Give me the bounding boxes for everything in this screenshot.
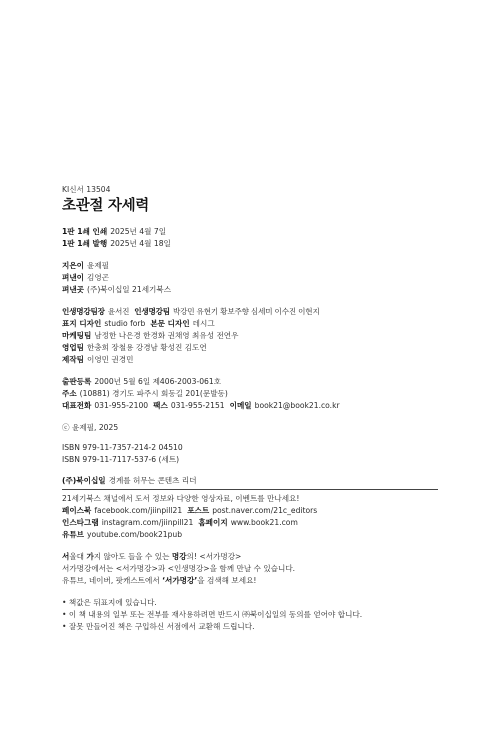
instagram-link[interactable]: instagram.com/jiinpill21 (101, 518, 194, 527)
staff-label: 마케팅팀 (62, 331, 92, 340)
publishing-house-line (62, 284, 438, 296)
podcast-text: 유튜브, 네이버, 팟캐스트에서 (62, 576, 163, 585)
isbn-set: ISBN 979-11-7117-537-6 (세트) (62, 455, 180, 464)
staff-label: 표지 디자인 (62, 319, 102, 328)
address-line (62, 388, 438, 400)
podcast-highlight: 가 (86, 552, 94, 561)
staff-value: 데시그 (192, 319, 215, 328)
channels-line-2 (62, 517, 438, 529)
email-label: 이메일 (229, 401, 252, 410)
instagram-label: 인스타그램 (62, 518, 99, 527)
podcast-highlight: 명강 (171, 552, 187, 561)
staff-value: studio forb (104, 319, 146, 328)
tel-value: 031-955-2100 (94, 401, 149, 410)
book-title: 초관절 자세력 (62, 198, 149, 214)
registration-line (62, 376, 438, 388)
podcast-text: 의! <서가명강> (186, 552, 242, 561)
podcast-text: 을 검색해 보세요! (197, 576, 257, 585)
staff-label: 제작팀 (62, 355, 85, 364)
staff-label: 인생명강팀 (134, 307, 170, 316)
youtube-label: 유튜브 (62, 530, 85, 539)
isbn-single: ISBN 979-11-7357-214-2 04510 (62, 443, 183, 452)
publishing-house-label: 펴낸곳 (62, 285, 85, 294)
colophon-page (62, 185, 438, 633)
registration-value: 2000년 5월 6일 제406-2003-061호 (94, 377, 222, 386)
edition-print-date: 2025년 4월 7일 (110, 227, 167, 236)
address-value: (10881) 경기도 파주시 회동길 201(문발동) (79, 389, 228, 398)
publisher-person-label: 펴낸이 (62, 273, 85, 282)
podcast-highlight: 서 (62, 552, 70, 561)
fax-label: 팩스 (153, 401, 168, 410)
notice-reuse: • 이 책 내용의 일부 또는 전부를 재사용하려면 반드시 ㈜북이십일의 동의를 얻어야 합니다. (62, 610, 363, 619)
facebook-label: 페이스북 (62, 506, 92, 515)
homepage-link[interactable]: www.book21.com (230, 518, 298, 527)
author-line (62, 260, 438, 272)
author-name: 윤제필 (87, 261, 110, 270)
author-label: 지은이 (62, 261, 85, 270)
email-value: book21@book21.co.kr (254, 401, 340, 410)
publisher-person-name: 김영곤 (87, 273, 110, 282)
podcast-search-term: ‘서가명강’ (162, 576, 198, 585)
tel-label: 대표전화 (62, 401, 92, 410)
youtube-link[interactable]: youtube.com/book21pub (87, 530, 183, 539)
edition-publish-line (62, 238, 438, 250)
podcast-line-2: 서가명강에서는 <서가명강>과 <인생명강>을 함께 만날 수 있습니다. (62, 564, 296, 573)
podcast-line-1 (62, 551, 438, 563)
staff-value: 윤서진 (107, 307, 130, 316)
series-number: KI신서 13504 (62, 185, 111, 194)
edition-print-label: 1판 1쇄 인쇄 (62, 227, 108, 236)
registration-label: 출판등록 (62, 377, 92, 386)
staff-value: 이영민 권경민 (87, 355, 134, 364)
staff-value: 남정한 나은경 한경화 권채영 최유성 전연우 (94, 331, 239, 340)
homepage-label: 홈페이지 (198, 518, 228, 527)
contact-line (62, 400, 438, 412)
staff-value: 박강민 유현기 황보주향 심세미 이수진 이현지 (172, 307, 320, 316)
notice-exchange: • 잘못 만들어진 책은 구입하신 서점에서 교환해 드립니다. (62, 622, 255, 631)
copyright-notice: ⓒ 윤제필, 2025 (62, 423, 119, 432)
channels-line-1 (62, 505, 438, 517)
edition-publish-label: 1판 1쇄 발행 (62, 239, 108, 248)
podcast-line-3 (62, 575, 438, 587)
publishing-house-name: (주)북이십일 21세기북스 (87, 285, 172, 294)
post-label: 포스트 (187, 506, 210, 515)
channels-intro: 21세기북스 채널에서 도서 정보와 다양한 영상자료, 이벤트를 만나세요! (62, 494, 300, 503)
brand-header (62, 475, 438, 490)
podcast-text: 지 않아도 들을 수 있는 (93, 552, 172, 561)
address-label: 주소 (62, 389, 77, 398)
staff-value: 한충희 장철용 강경남 황성진 김도연 (87, 343, 207, 352)
staff-line-3 (62, 330, 438, 342)
publisher-person-line (62, 272, 438, 284)
staff-label: 영업팀 (62, 343, 85, 352)
podcast-text: 울대 (69, 552, 87, 561)
brand-name: (주)북이십일 (62, 476, 106, 485)
staff-line-5 (62, 354, 438, 366)
brand-tagline: 경계를 허무는 콘텐츠 리더 (108, 476, 197, 485)
channels-line-3 (62, 529, 438, 541)
staff-line-1 (62, 306, 438, 318)
facebook-link[interactable]: facebook.com/jiinpill21 (94, 506, 183, 515)
staff-line-4 (62, 342, 438, 354)
edition-print-line (62, 226, 438, 238)
staff-line-2 (62, 318, 438, 330)
edition-publish-date: 2025년 4월 18일 (110, 239, 171, 248)
post-link[interactable]: post.naver.com/21c_editors (212, 506, 318, 515)
fax-value: 031-955-2151 (170, 401, 225, 410)
notice-price: • 책값은 뒤표지에 있습니다. (62, 598, 157, 607)
staff-label: 인생명강팀장 (62, 307, 105, 316)
staff-label: 본문 디자인 (150, 319, 190, 328)
